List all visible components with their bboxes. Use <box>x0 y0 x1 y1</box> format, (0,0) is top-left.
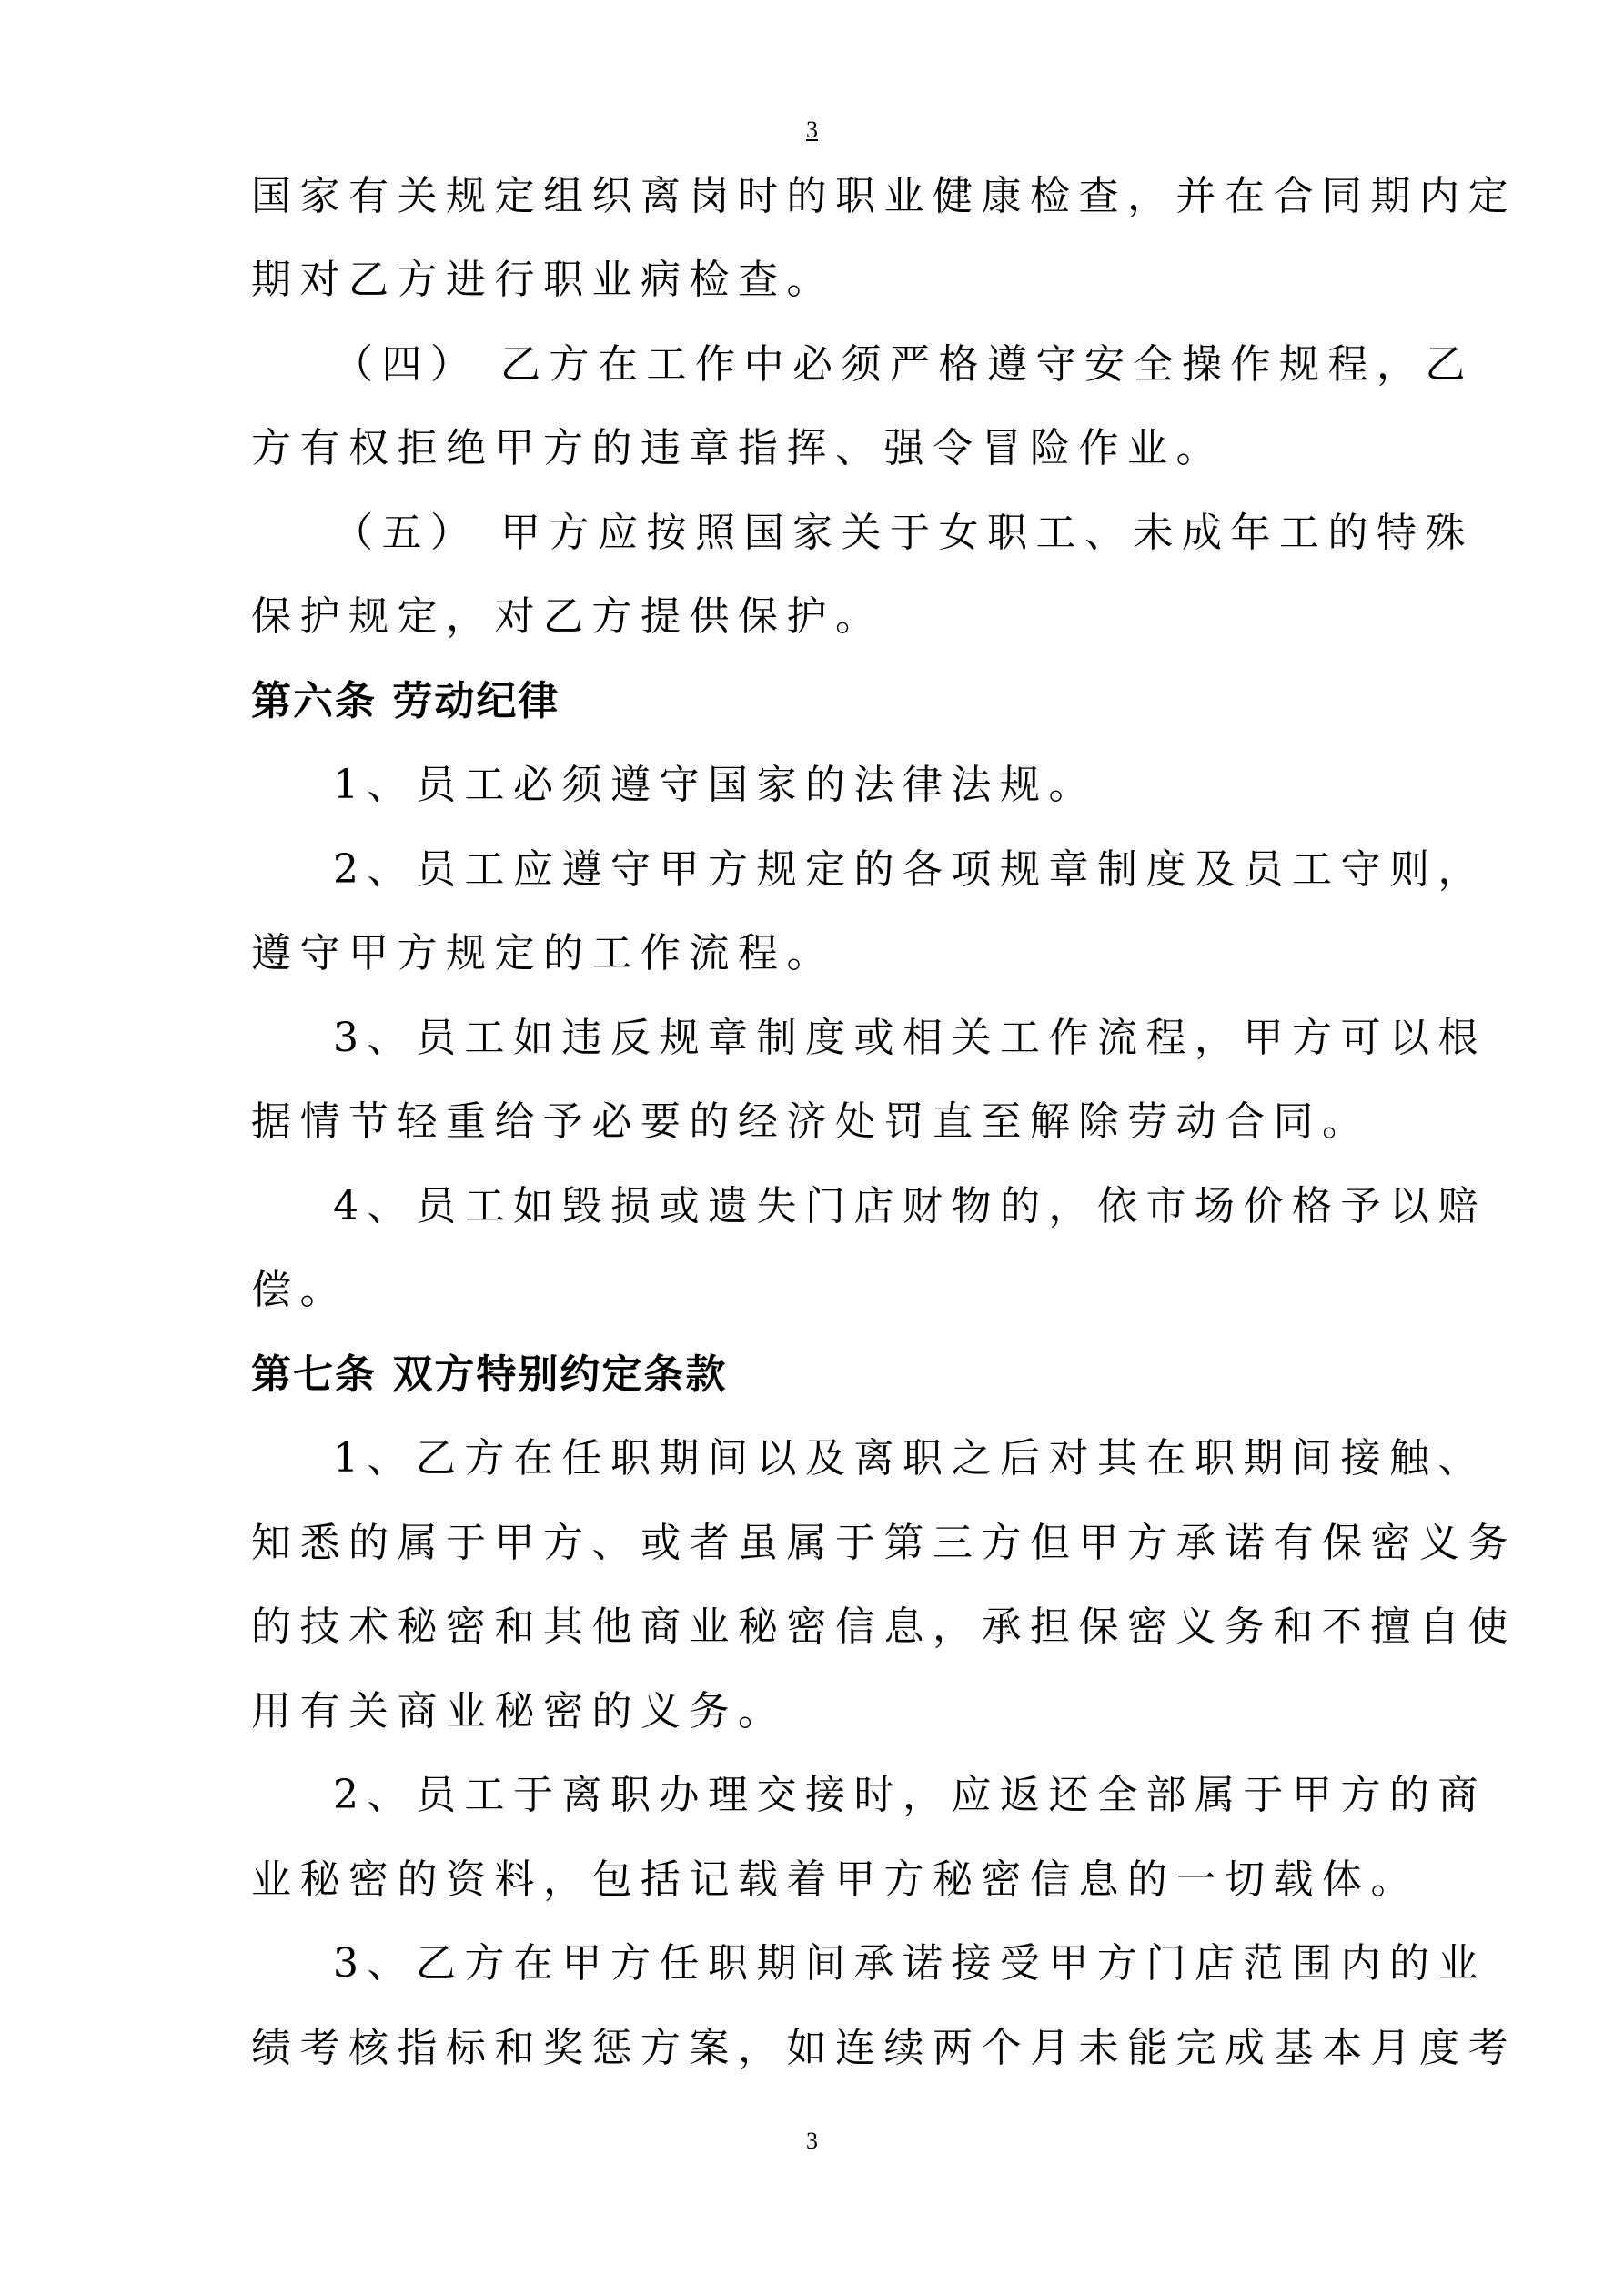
text-line-1: 国家有关规定组织离岗时的职业健康检查，并在合同期内定 <box>251 173 1517 219</box>
text-line-6: 保护规定，对乙方提供保护。 <box>251 593 884 640</box>
text-line-14: 偿。 <box>251 1267 348 1313</box>
text-line-18: 的技术秘密和其他商业秘密信息，承担保密义务和不擅自使 <box>251 1603 1517 1650</box>
text-line-8: 1、员工必须遵守国家的法律法规。 <box>333 762 1097 808</box>
text-line-20: 2、员工于离职办理交接时，应返还全部属于甲方的商 <box>333 1772 1487 1818</box>
page-number-bottom: 3 <box>806 2128 818 2154</box>
section-heading-article-7: 第七条 双方特别约定条款 <box>251 1351 728 1398</box>
text-line-2: 期对乙方进行职业病检查。 <box>251 257 835 303</box>
text-line-10: 遵守甲方规定的工作流程。 <box>251 930 835 976</box>
text-line-19: 用有关商业秘密的义务。 <box>251 1688 787 1735</box>
text-line-22: 3、乙方在甲方任职期间承诺接受甲方门店范围内的业 <box>333 1940 1487 1987</box>
text-line-11: 3、员工如违反规章制度或相关工作流程，甲方可以根 <box>333 1015 1487 1061</box>
text-line-5: （五） 甲方应按照国家关于女职工、未成年工的特殊 <box>333 510 1474 556</box>
page-number-top-text: 3 <box>806 116 818 143</box>
page-number-top <box>0 116 1624 144</box>
text-line-4: 方有权拒绝甲方的违章指挥、强令冒险作业。 <box>251 425 1225 471</box>
text-line-13: 4、员工如毁损或遗失门店财物的，依市场价格予以赔 <box>333 1183 1487 1229</box>
section-heading-article-6: 第六条 劳动纪律 <box>251 678 560 724</box>
text-line-12: 据情节轻重给予必要的经济处罚直至解除劳动合同。 <box>251 1098 1371 1145</box>
text-line-9: 2、员工应遵守甲方规定的各项规章制度及员工守则， <box>333 846 1487 893</box>
text-line-21: 业秘密的资料，包括记载着甲方秘密信息的一切载体。 <box>251 1856 1419 1903</box>
text-line-17: 知悉的属于甲方、或者虽属于第三方但甲方承诺有保密义务 <box>251 1520 1517 1566</box>
text-line-16: 1、乙方在任职期间以及离职之后对其在职期间接触、 <box>333 1435 1487 1482</box>
text-line-23: 绩考核指标和奖惩方案，如连续两个月未能完成基本月度考 <box>251 2025 1517 2071</box>
text-line-3: （四） 乙方在工作中必须严格遵守安全操作规程，乙 <box>333 341 1474 388</box>
